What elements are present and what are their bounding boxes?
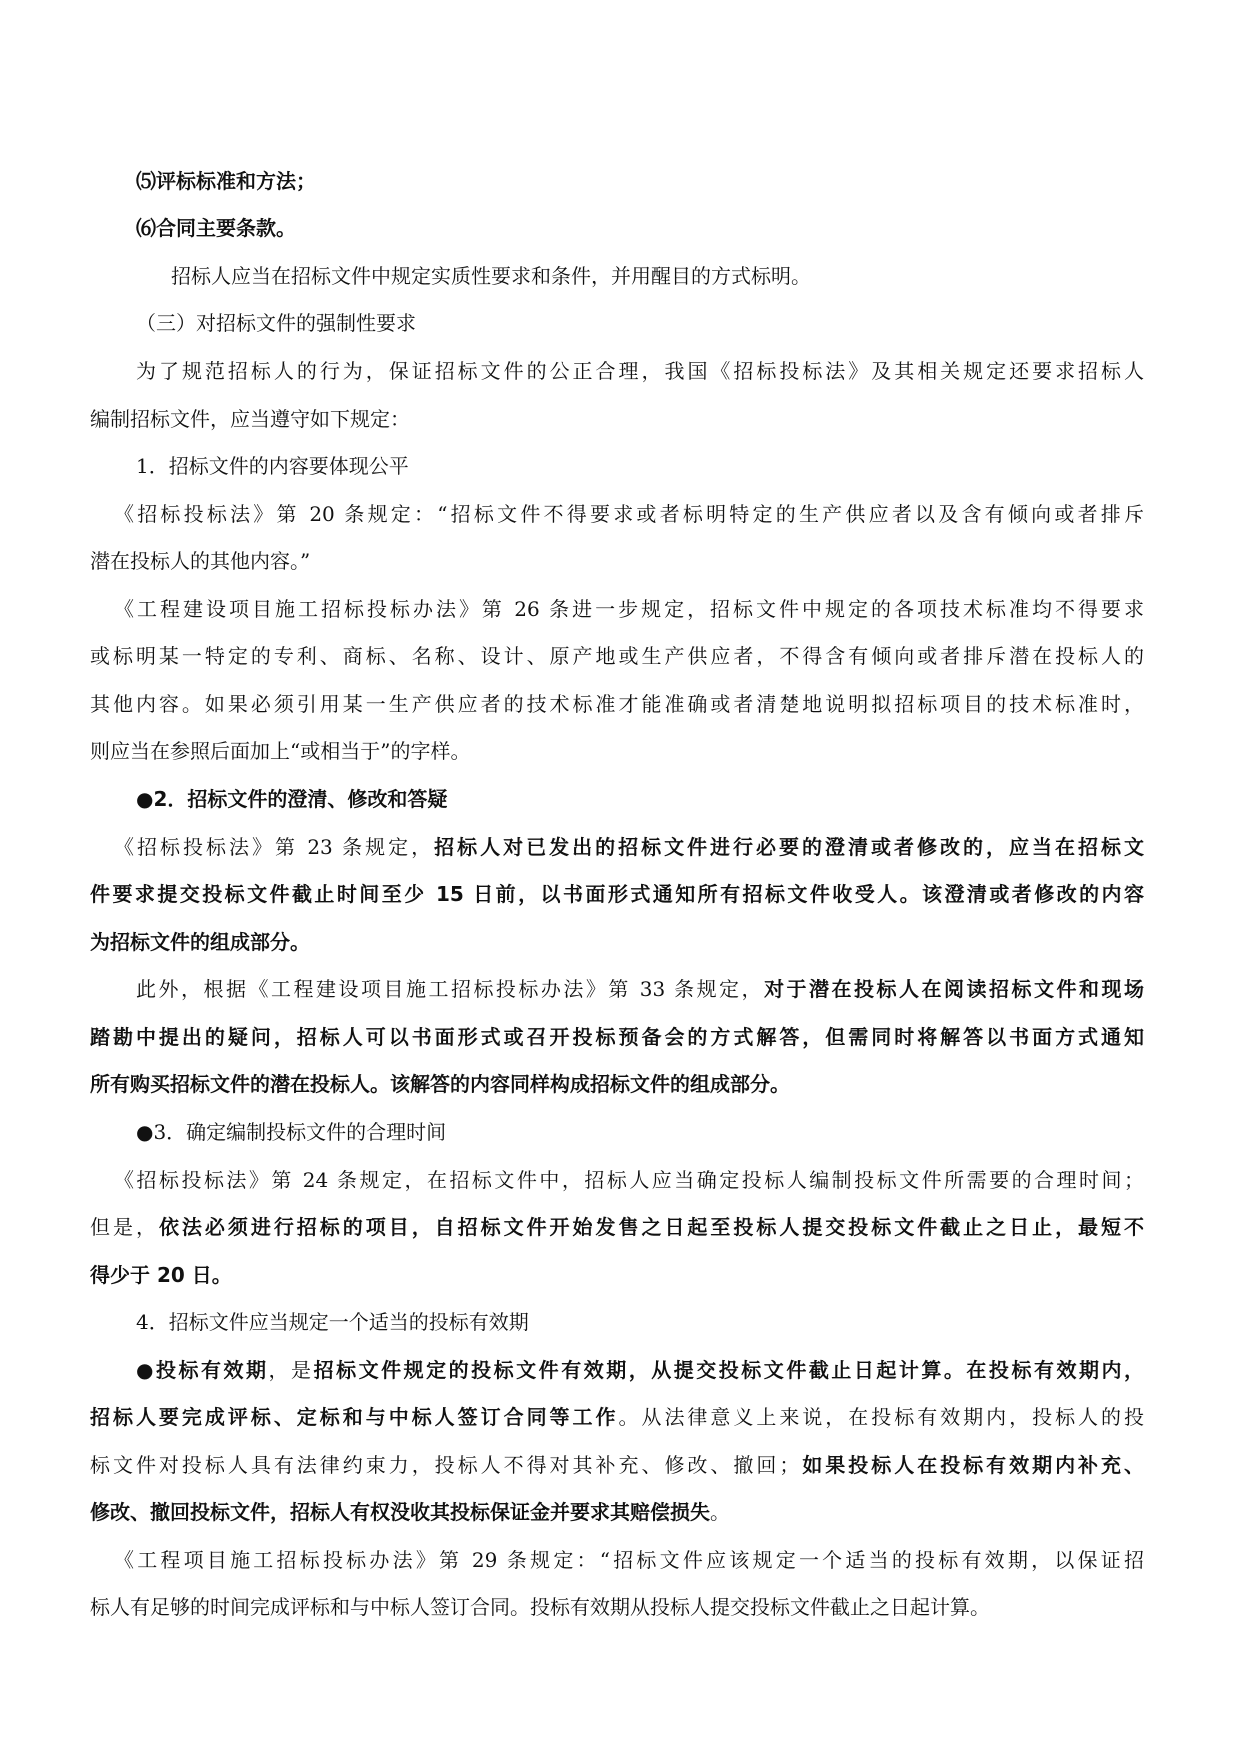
text-run: 《招标投标法》第 23 条规定， — [114, 835, 435, 859]
list-item-6: ⑹合同主要条款。 — [136, 216, 296, 240]
paragraph-line: 《工程建设项目施工招标投标办法》第 26 条进一步规定，招标文件中规定的各项技术标准均不得要求 — [114, 597, 1144, 621]
text-run: 此外，根据《工程建设项目施工招标投标办法》第 33 条规定， — [136, 977, 765, 1001]
text-run: 。 — [710, 1500, 730, 1524]
subheading-1: 1．招标文件的内容要体现公平 — [136, 454, 409, 478]
text-run-bold: 修改、撤回投标文件，招标人有权没收其投标保证金并要求其赔偿损失 — [90, 1500, 710, 1524]
paragraph-line — [90, 1497, 730, 1527]
text-run-bold: 招标文件规定的投标文件有效期，从提交投标文件截止日起计算。在投标有效期内， — [313, 1358, 1145, 1382]
paragraph-line-bold: 所有购买招标文件的潜在投标人。该解答的内容同样构成招标文件的组成部分。 — [90, 1072, 790, 1096]
paragraph-line: 潜在投标人的其他内容。” — [90, 549, 311, 573]
paragraph-line — [90, 1450, 1144, 1480]
paragraph-line-bold: 件要求提交投标文件截止时间至少 15 日前，以书面形式通知所有招标文件收受人。该澄清或者修改的内容 — [90, 882, 1144, 906]
section-heading-3: （三）对招标文件的强制性要求 — [136, 311, 416, 335]
text-run: 。从法律意义上来说，在投标有效期内，投标人的投 — [618, 1405, 1145, 1429]
paragraph-line-bold: 得少于 20 日。 — [90, 1263, 232, 1287]
paragraph-line: 或标明某一特定的专利、商标、名称、设计、原产地或生产供应者，不得含有倾向或者排斥潜在投标人的 — [90, 644, 1144, 668]
text-run-bold: 对于潜在投标人在阅读招标文件和现场 — [764, 977, 1144, 1001]
paragraph-line — [90, 1212, 1144, 1242]
text-run-bold: ●投标有效期 — [136, 1358, 269, 1382]
paragraph-line — [136, 1355, 1144, 1385]
paragraph-line: 其他内容。如果必须引用某一生产供应者的技术标准才能准确或者清楚地说明拟招标项目的技术标准时， — [90, 692, 1144, 716]
text-run-bold: 如果投标人在投标有效期内补充、 — [799, 1453, 1145, 1477]
paragraph-line: 《招标投标法》第 20 条规定：“招标文件不得要求或者标明特定的生产供应者以及含有倾向或者排斥 — [114, 502, 1144, 526]
paragraph-line-bold: 踏勘中提出的疑问，招标人可以书面形式或召开投标预备会的方式解答，但需同时将解答以书面方式通知 — [90, 1025, 1144, 1049]
text-run-bold: 依法必须进行招标的项目，自招标文件开始发售之日起至投标人提交投标文件截止之日止，最短不 — [158, 1215, 1145, 1239]
paragraph-line: 招标人应当在招标文件中规定实质性要求和条件，并用醒目的方式标明。 — [171, 264, 811, 288]
text-run-bold: 招标人对已发出的招标文件进行必要的澄清或者修改的，应当在招标文 — [434, 835, 1144, 859]
paragraph-line: 《工程项目施工招标投标办法》第 29 条规定：“招标文件应该规定一个适当的投标有效期，以保证招 — [114, 1548, 1144, 1572]
paragraph-line-bold: 为招标文件的组成部分。 — [90, 930, 310, 954]
list-item-5: ⑸评标标准和方法； — [136, 169, 316, 193]
paragraph-line: 则应当在参照后面加上“或相当于”的字样。 — [90, 739, 471, 763]
text-run: 标文件对投标人具有法律约束力，投标人不得对其补充、修改、撤回； — [90, 1453, 800, 1477]
subheading-2: ●2．招标文件的澄清、修改和答疑 — [136, 787, 448, 811]
paragraph-line: 编制招标文件，应当遵守如下规定： — [90, 407, 410, 431]
paragraph-line — [90, 1402, 1144, 1432]
paragraph-line: 为了规范招标人的行为，保证招标文件的公正合理，我国《招标投标法》及其相关规定还要求招标人 — [136, 359, 1144, 383]
subheading-4: 4．招标文件应当规定一个适当的投标有效期 — [136, 1310, 529, 1334]
paragraph-line — [136, 974, 1144, 1004]
paragraph-line: 《招标投标法》第 24 条规定，在招标文件中，招标人应当确定投标人编制投标文件所需要的合理时间； — [114, 1168, 1144, 1192]
text-run: ，是 — [268, 1358, 314, 1382]
text-run-bold: 招标人要完成评标、定标和与中标人签订合同等工作 — [90, 1405, 619, 1429]
text-run: 但是， — [90, 1215, 159, 1239]
paragraph-line: 标人有足够的时间完成评标和与中标人签订合同。投标有效期从投标人提交投标文件截止之日起计算。 — [90, 1595, 990, 1619]
paragraph-line — [114, 832, 1144, 862]
subheading-3: ●3．确定编制投标文件的合理时间 — [136, 1120, 447, 1144]
